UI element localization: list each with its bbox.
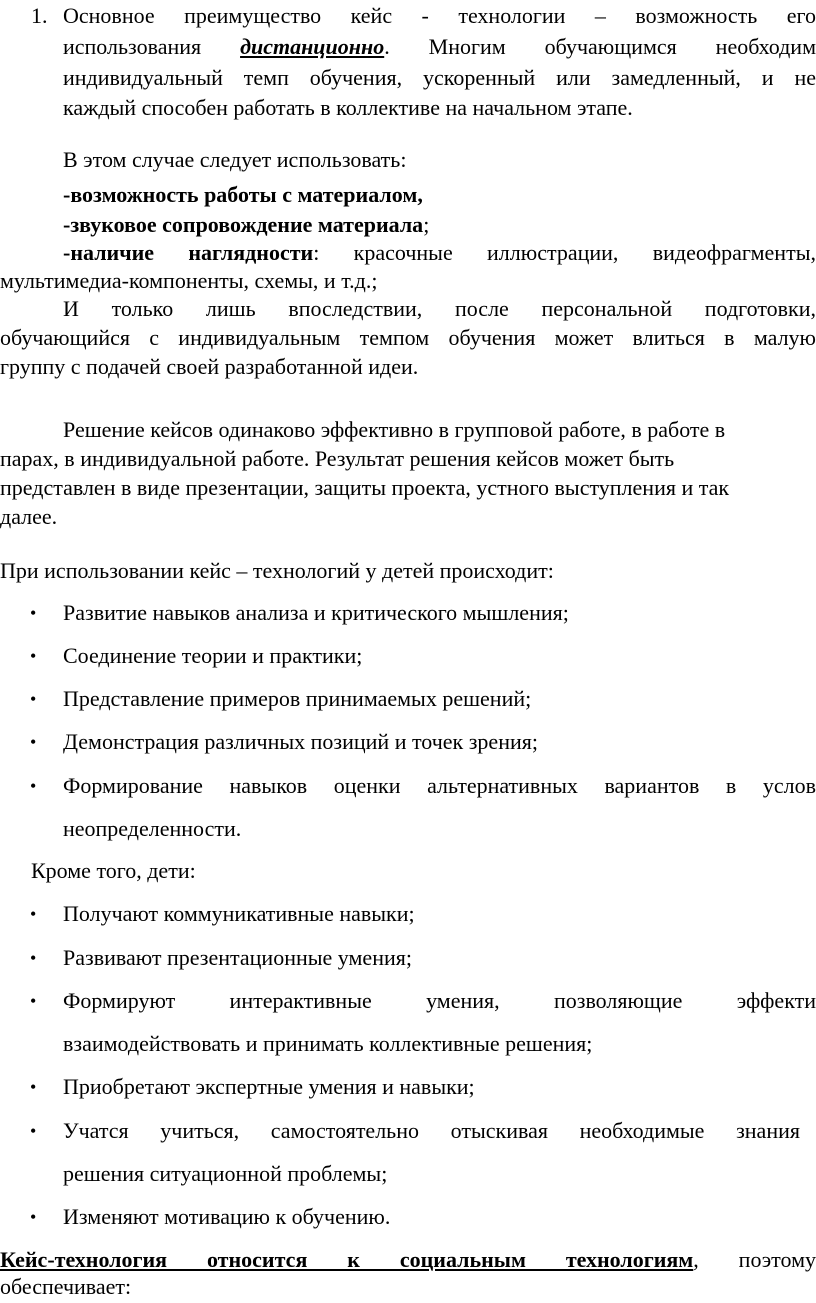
list-item-continuation: решения ситуационной проблемы; (63, 1161, 388, 1186)
emphasis-text: дистанционно (240, 34, 385, 59)
list-item: Изменяют мотивацию к обучению. (63, 1204, 391, 1229)
paragraph-line: индивидуальный темп обучения, ускоренный или замедленный, и не (63, 65, 816, 90)
text-run: : красочные иллюстрации, видеофрагменты, (313, 240, 816, 265)
list-item: Учатся учиться, самостоятельно отыскивая необходимые знания (63, 1118, 800, 1143)
bullet-icon: • (30, 948, 37, 968)
list-item: Формируют интерактивные умения, позволяющие эффекти (63, 988, 816, 1013)
list-item: Демонстрация различных позиций и точек зрения; (63, 729, 538, 754)
bold-text: -звуковое сопровождение материала (63, 212, 424, 237)
paragraph-line (63, 210, 816, 240)
paragraph-line: группу с подачей своей разработанной идеи. (0, 354, 419, 379)
bullet-icon: • (30, 732, 37, 752)
paragraph-line: И только лишь впоследствии, после персональной подготовки, (63, 296, 816, 321)
paragraph-line: обучающийся с индивидуальным темпом обучения может влиться в малую (0, 325, 816, 350)
bullet-icon: • (30, 603, 37, 623)
list-item: Получают коммуникативные навыки; (63, 901, 415, 926)
list-item: Формирование навыков оценки альтернативных вариантов в услов (63, 773, 816, 798)
list-item: Развитие навыков анализа и критического мышления; (63, 600, 569, 625)
paragraph-line: каждый способен работать в коллективе на начальном этапе. (63, 95, 633, 120)
paragraph-line: Кроме того, дети: (31, 858, 196, 883)
paragraph-line: далее. (0, 504, 58, 529)
paragraph-line: -возможность работы с материалом, (63, 182, 423, 207)
paragraph-line: представлен в виде презентации, защиты проекта, устного выступления и так (0, 475, 730, 500)
bullet-icon: • (30, 646, 37, 666)
text-run: . Многим обучающимся необходим (384, 34, 816, 59)
bullet-icon: • (30, 991, 37, 1011)
text-run: , поэтому (693, 1247, 816, 1272)
bullet-icon: • (30, 1077, 37, 1097)
paragraph-line (0, 1245, 816, 1275)
paragraph-line (63, 238, 816, 268)
text-run: ; (423, 212, 430, 237)
bullet-icon: • (30, 689, 37, 709)
paragraph-line: В этом случае следует использовать: (63, 147, 407, 172)
text-run: использования (63, 34, 241, 59)
list-item-continuation: неопределенности. (63, 816, 242, 841)
bullet-icon: • (30, 776, 37, 796)
list-number: 1. (31, 3, 48, 28)
list-item: Представление примеров принимаемых решений; (63, 686, 532, 711)
list-item: Развивают презентационные умения; (63, 945, 412, 970)
bold-underlined-text: Кейс-технология относится к социальным технологиям (0, 1247, 694, 1272)
paragraph-line: Основное преимущество кейс - технологии – возможность его (63, 3, 816, 28)
paragraph-line: мультимедиа-компоненты, схемы, и т.д.; (0, 268, 378, 293)
bullet-icon: • (30, 904, 37, 924)
paragraph-line: Решение кейсов одинаково эффективно в групповой работе, в работе в (63, 417, 726, 442)
list-item-continuation: взаимодействовать и принимать коллективные решения; (63, 1031, 593, 1056)
paragraph-line (63, 32, 816, 62)
list-item: Приобретают экспертные умения и навыки; (63, 1074, 475, 1099)
list-item: Соединение теории и практики; (63, 643, 363, 668)
bold-text: -наличие наглядности (63, 240, 314, 265)
bullet-icon: • (30, 1121, 37, 1141)
paragraph-line: При использовании кейс – технологий у детей происходит: (0, 558, 554, 583)
paragraph-line: обеспечивает: (0, 1274, 132, 1299)
paragraph-line: парах, в индивидуальной работе. Результат решения кейсов может быть (0, 446, 675, 471)
bullet-icon: • (30, 1207, 37, 1227)
